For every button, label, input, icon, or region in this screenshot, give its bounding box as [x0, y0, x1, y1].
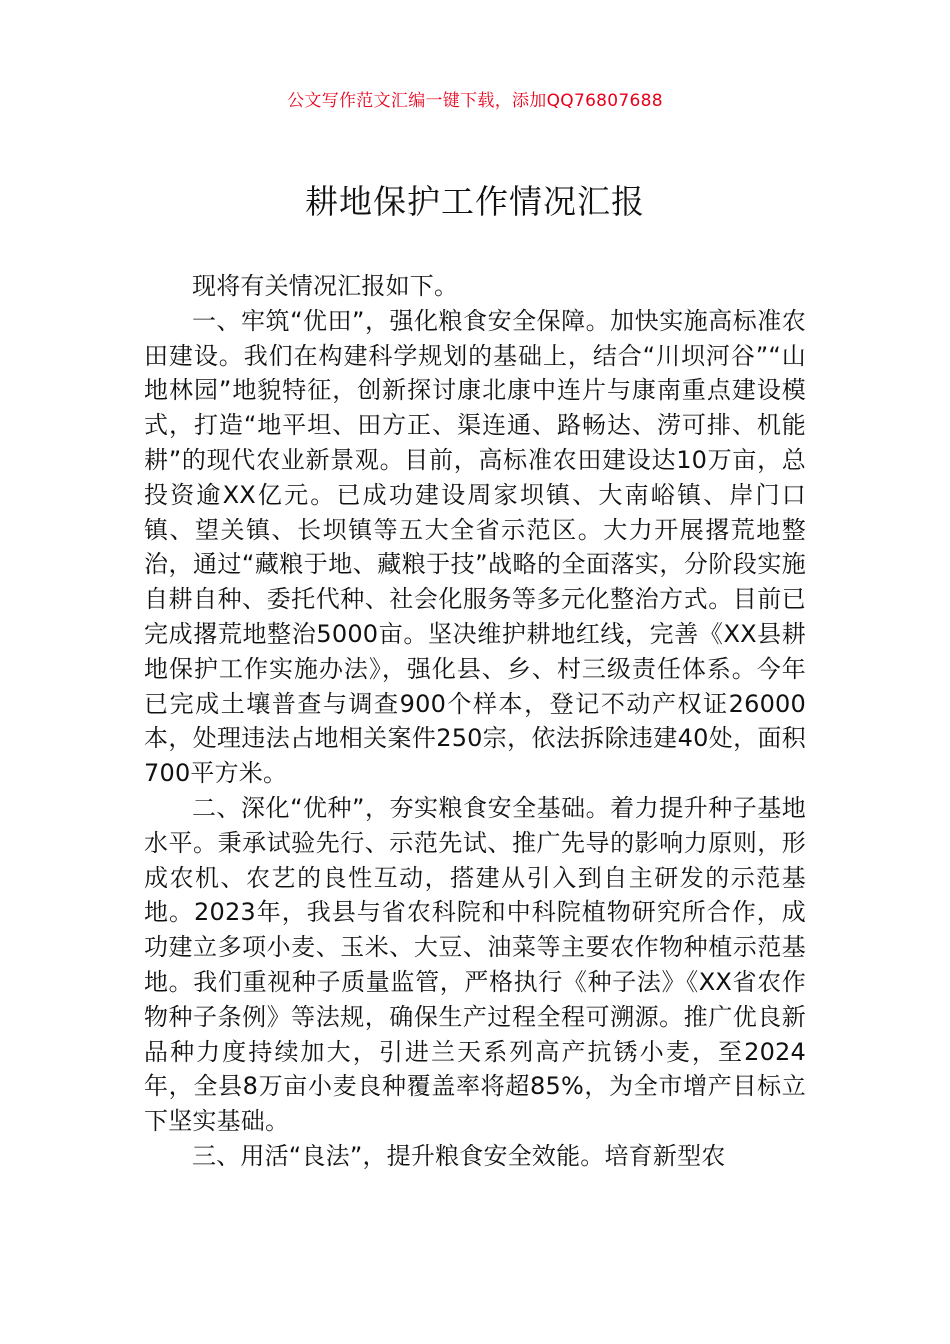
paragraph-section-2: 二、深化“优种”，夯实粮食安全基础。着力提升种子基地水平。秉承试验先行、示范先试、推广先导的影响力原则，形成农机、农艺的良性互动，搭建从引入到自主研发的示范基地。2023年，我县与省农科院和中科院植物研究所合作，成功建立多项小麦、玉米、大豆、油菜等主要农作物种植示范基地。我们重视种子质量监管，严格执行《种子法》《XX省农作物种子条例》等法规，确保生产过程全程可溯源。推广优良新品种力度持续加大，引进兰天系列高产抗锈小麦，至2024年，全县8万亩小麦良种覆盖率将超85%，为全市增产目标立下坚实基础。	[144, 793, 806, 1136]
document-body	[144, 269, 806, 1174]
paragraph-intro: 现将有关情况汇报如下。	[192, 272, 459, 300]
paragraph-section-3: 三、用活“良法”，提升粮食安全效能。培育新型农	[192, 1141, 726, 1170]
download-notice[interactable]: 公文写作范文汇编一键下载，添加QQ76807688	[287, 91, 663, 111]
paragraph-section-1: 一、牢筑“优田”，强化粮食安全保障。加快实施高标准农田建设。我们在构建科学规划的基础上，结合“川坝河谷”“山地林园”地貌特征，创新探讨康北康中连片与康南重点建设模式，打造“地平坦、田方正、渠连通、路畅达、涝可排、机能耕”的现代农业新景观。目前，高标准农田建设达10万亩，总投资逾XX亿元。已成功建设周家坝镇、大南峪镇、岸门口镇、望关镇、长坝镇等五大全省示范区。大力开展撂荒地整治，通过“藏粮于地、藏粮于技”战略的全面落实，分阶段实施自耕自种、委托代种、社会化服务等多元化整治方式。目前已完成撂荒地整治5000亩。坚决维护耕地红线，完善《XX县耕地保护工作实施办法》，强化县、乡、村三级责任体系。今年已完成土壤普查与调查900个样本，登记不动产权证26000本，处理违法占地相关案件250宗，依法拆除违建40处，面积700平方米。	[144, 306, 806, 788]
page-title: 耕地保护工作情况汇报	[305, 182, 645, 221]
